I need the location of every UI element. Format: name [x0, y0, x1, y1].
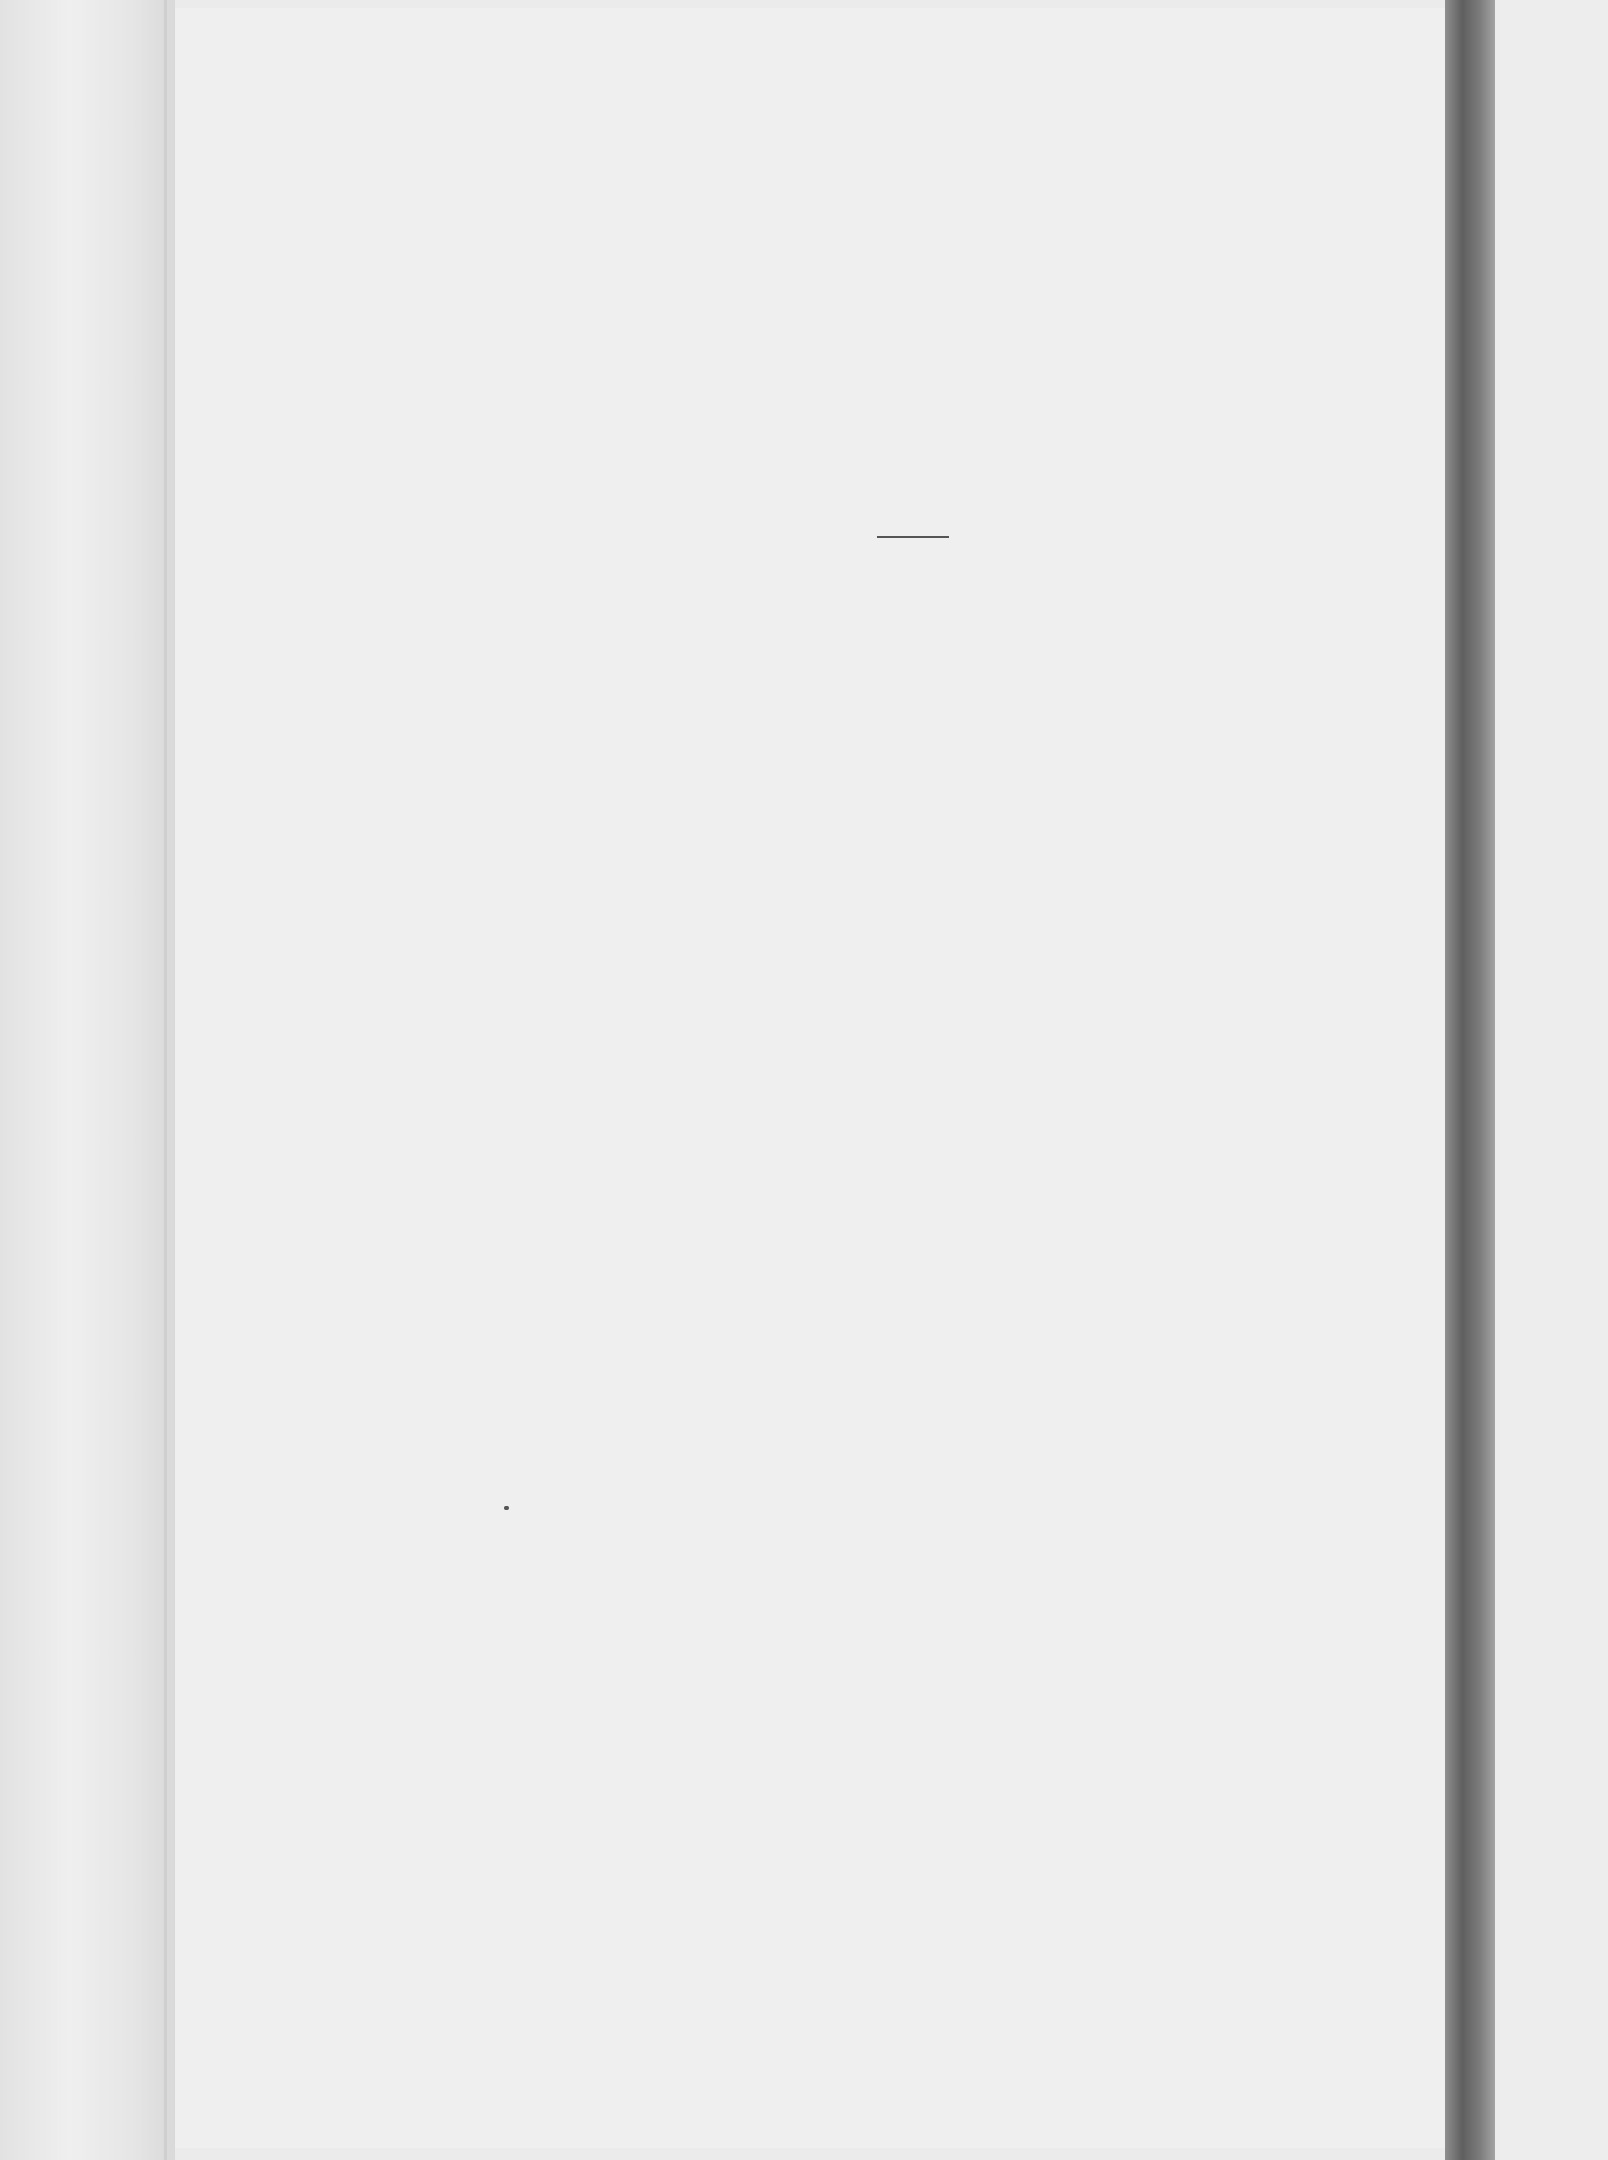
book-page	[175, 8, 1445, 2148]
title-rule	[877, 536, 949, 538]
left-book-edge	[0, 0, 175, 2160]
ink-speck	[504, 1506, 509, 1510]
next-page-fragment	[1495, 0, 1608, 2160]
book-gutter	[1445, 0, 1495, 2160]
authors-list	[468, 571, 1388, 584]
